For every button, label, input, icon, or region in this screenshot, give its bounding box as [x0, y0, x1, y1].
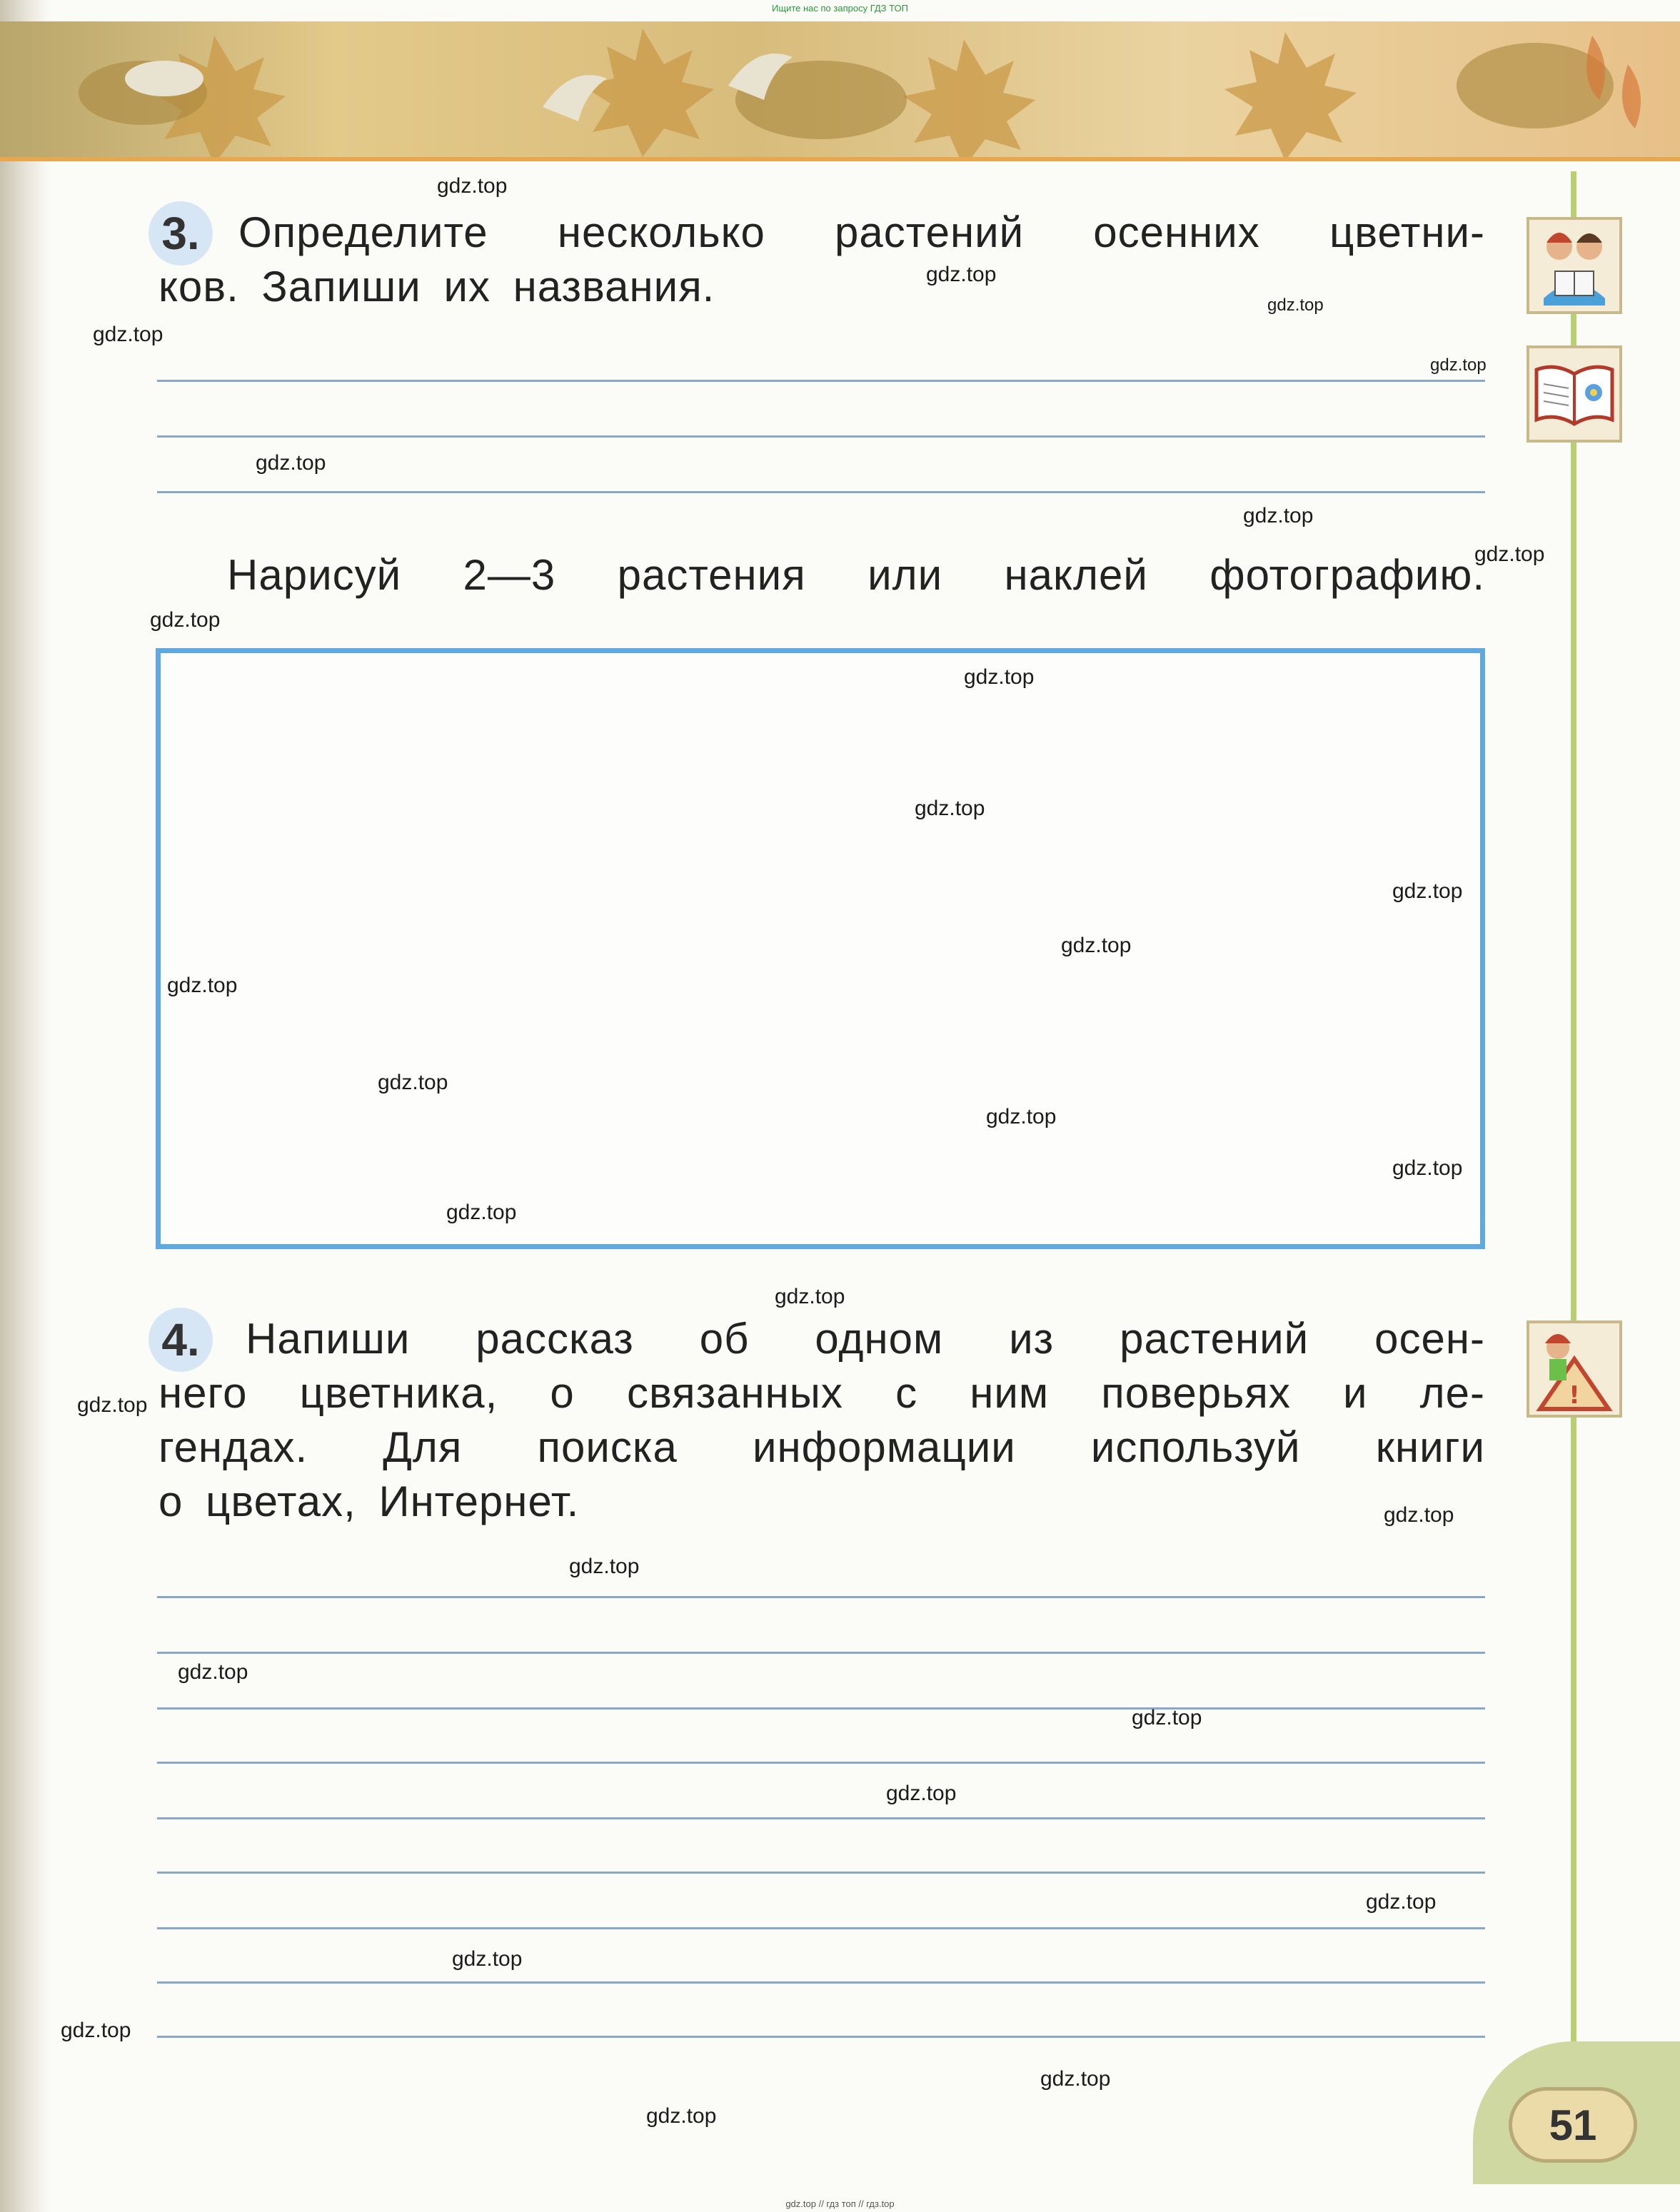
task-3-line-1: Определите несколько растений осенних цветни- — [238, 208, 1485, 256]
writing-line[interactable] — [157, 2036, 1485, 2038]
watermark: gdz.top — [886, 1782, 957, 1805]
watermark: gdz.top — [986, 1105, 1057, 1128]
task-3-line-2: ков. Запиши их названия. — [159, 263, 715, 310]
page-number: 51 — [1509, 2087, 1637, 2163]
watermark: gdz.top — [1430, 355, 1487, 375]
task-4-line-4: о цветах, Интернет. — [159, 1478, 580, 1525]
page-binding-shadow — [0, 0, 50, 2212]
writing-line[interactable] — [157, 435, 1485, 438]
watermark: gdz.top — [61, 2019, 131, 2042]
writing-line[interactable] — [157, 1872, 1485, 1874]
writing-line[interactable] — [157, 1762, 1485, 1764]
watermark: gdz.top — [378, 1071, 448, 1094]
task-3-instruction — [227, 548, 1485, 602]
watermark: gdz.top — [178, 1660, 248, 1684]
watermark: gdz.top — [1267, 296, 1324, 315]
task-3-instruction-text: Нарисуй 2—3 растения или наклей фотографию. — [227, 551, 1485, 599]
writing-line[interactable] — [157, 1817, 1485, 1819]
warning-child-icon — [1526, 1320, 1622, 1418]
watermark: gdz.top — [452, 1947, 523, 1971]
maple-leaves-icon — [0, 21, 1680, 157]
watermark: gdz.top — [1040, 2067, 1111, 2091]
reading-children-icon — [1526, 217, 1622, 314]
watermark: gdz.top — [1392, 1156, 1463, 1180]
margin-accent-line — [1571, 171, 1576, 2056]
watermark: gdz.top — [150, 608, 221, 632]
watermark: gdz.top — [1243, 504, 1314, 527]
autumn-leaves-banner — [0, 21, 1680, 161]
writing-line[interactable] — [157, 1596, 1485, 1598]
drawing-area[interactable] — [156, 648, 1485, 1249]
task-4-line-2: него цветника, о связанных с ним поверьях и ле- — [159, 1369, 1485, 1417]
task-4-line-3: гендах. Для поиска информации используй книги — [159, 1423, 1485, 1471]
task-4-line-1: Напиши рассказ об одном из растений осен- — [246, 1315, 1485, 1363]
watermark: gdz.top — [1474, 542, 1545, 566]
watermark: gdz.top — [1392, 879, 1463, 903]
watermark: gdz.top — [926, 263, 997, 286]
task-3-number: 3. — [149, 201, 213, 266]
open-book-flower-icon — [1526, 345, 1622, 443]
watermark: gdz.top — [1061, 934, 1132, 957]
watermark: gdz.top — [167, 974, 238, 997]
watermark: gdz.top — [446, 1201, 517, 1224]
watermark: gdz.top — [77, 1393, 148, 1417]
watermark: gdz.top — [1366, 1890, 1437, 1914]
writing-line[interactable] — [157, 1652, 1485, 1654]
watermark: gdz.top — [93, 323, 164, 346]
watermark: gdz.top — [1384, 1503, 1454, 1527]
watermark: gdz.top — [437, 174, 508, 198]
watermark: gdz.top — [646, 2104, 717, 2128]
writing-line[interactable] — [157, 380, 1485, 382]
watermark: gdz.top — [775, 1285, 845, 1308]
svg-text:!: ! — [1569, 1381, 1580, 1410]
watermark: gdz.top — [915, 797, 985, 820]
watermark: gdz.top — [1132, 1706, 1202, 1729]
watermark: gdz.top — [964, 665, 1035, 689]
watermark: gdz.top — [569, 1555, 640, 1578]
writing-line[interactable] — [157, 1707, 1485, 1709]
top-note: Ищите нас по запросу ГДЗ ТОП — [772, 3, 908, 14]
bottom-note: gdz.top // гдз топ // гдз.top — [785, 2198, 895, 2209]
writing-line[interactable] — [157, 1927, 1485, 1929]
writing-line[interactable] — [157, 491, 1485, 493]
task-4-number: 4. — [149, 1308, 213, 1372]
writing-line[interactable] — [157, 1981, 1485, 1984]
watermark: gdz.top — [256, 451, 326, 475]
task-4-text — [159, 1312, 1485, 1529]
